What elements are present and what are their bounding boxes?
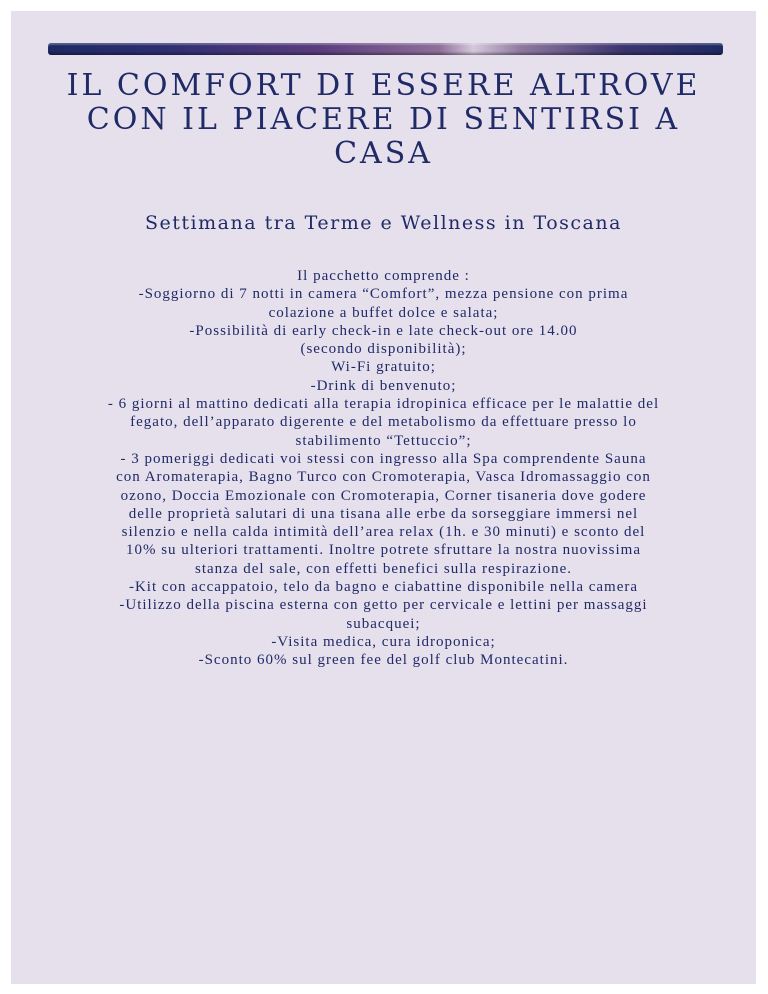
package-line: delle proprietà salutari di una tisana alle erbe da sorseggiare immersi nel bbox=[128, 505, 639, 522]
package-line: -Drink di benvenuto; bbox=[310, 377, 457, 394]
package-line: 10% su ulteriori trattamenti. Inoltre potrete sfruttare la nostra nuovissima bbox=[125, 542, 642, 559]
package-line: colazione a buffet dolce e salata; bbox=[268, 304, 499, 321]
package-line: ozono, Doccia Emozionale con Cromoterapia, Corner tisaneria dove godere bbox=[120, 487, 647, 504]
package-line: - 6 giorni al mattino dedicati alla terapia idropinica efficace per le malattie del bbox=[107, 396, 660, 413]
headline-line: IL COMFORT DI ESSERE ALTROVE bbox=[66, 68, 701, 103]
package-line: -Sconto 60% sul green fee del golf club Montecatini. bbox=[198, 652, 569, 669]
decorative-divider bbox=[48, 43, 723, 55]
package-line: (secondo disponibilità); bbox=[300, 341, 467, 358]
package-line: - 3 pomeriggi dedicati voi stessi con ingresso alla Spa comprendente Sauna bbox=[120, 450, 647, 467]
package-line: -Utilizzo della piscina esterna con getto per cervicale e lettini per massaggi bbox=[119, 597, 648, 614]
package-line: Wi-Fi gratuito; bbox=[331, 359, 436, 376]
package-line: silenzio e nella calda intimità dell’area relax (1h. e 30 minuti) e sconto del bbox=[121, 524, 646, 541]
headline-line: CON IL PIACERE DI SENTIRSI A bbox=[86, 102, 681, 137]
document-page bbox=[11, 11, 756, 984]
package-line: stabilimento “Tettuccio”; bbox=[295, 432, 472, 449]
package-line: con Aromaterapia, Bagno Turco con Cromoterapia, Vasca Idromassaggio con bbox=[116, 469, 651, 486]
package-line: -Visita medica, cura idroponica; bbox=[271, 633, 496, 650]
headline-line: CASA bbox=[334, 136, 433, 171]
headline bbox=[11, 69, 756, 171]
package-line: -Possibilità di early check-in e late check-out ore 14.00 bbox=[189, 322, 578, 339]
package-line: -Soggiorno di 7 notti in camera “Comfort”, mezza pensione con prima bbox=[138, 286, 629, 303]
package-line: subacquei; bbox=[346, 615, 421, 632]
subtitle: Settimana tra Terme e Wellness in Toscana bbox=[145, 212, 622, 234]
package-line: stanza del sale, con effetti benefici sulla respirazione. bbox=[195, 560, 572, 577]
package-intro: Il pacchetto comprende : bbox=[297, 268, 470, 284]
package-line: -Kit con accappatoio, telo da bagno e ciabattine disponibile nella camera bbox=[128, 579, 639, 596]
package-description bbox=[31, 267, 736, 670]
package-line: fegato, dell’apparato digerente e del metabolismo da effettuare presso lo bbox=[130, 414, 637, 431]
